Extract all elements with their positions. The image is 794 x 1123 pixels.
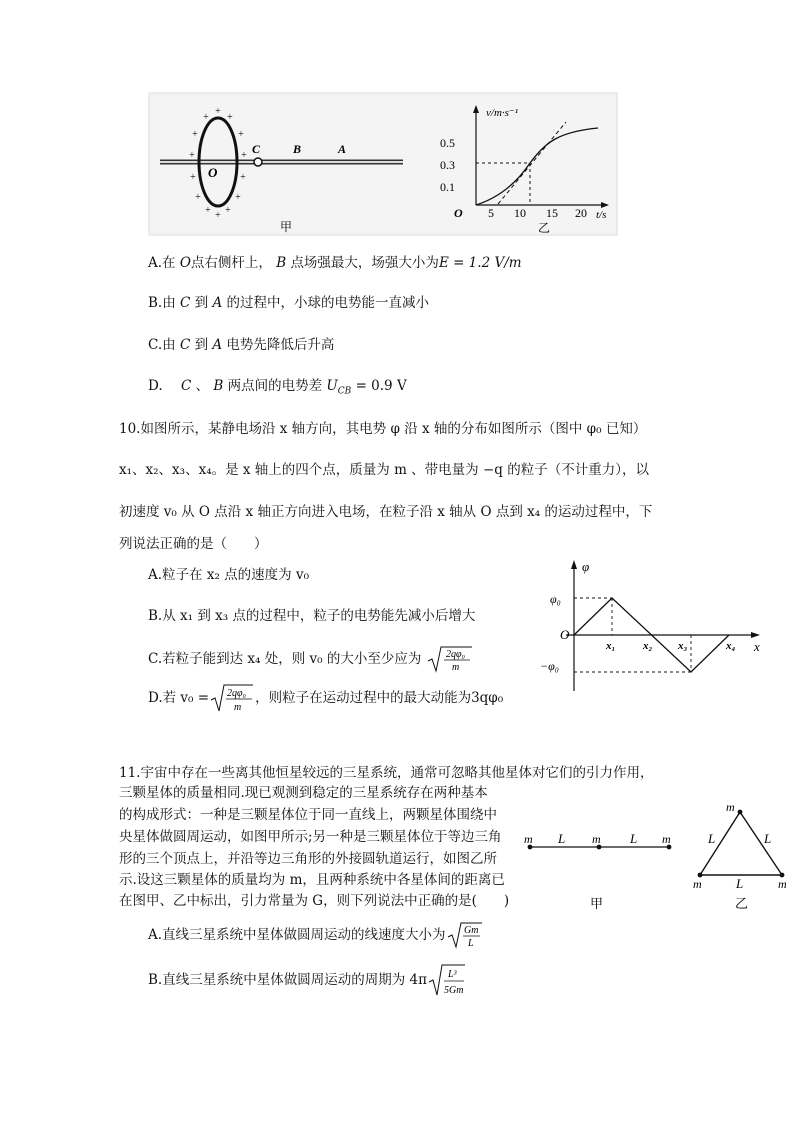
svg-text:m: m [693,877,702,891]
figure-q9 [148,92,618,237]
q10-option-b: B.从 x₁ 到 x₃ 点的过程中，粒子的电势能先减小后增大 [148,608,476,624]
figure-q11 [522,800,794,915]
phi0-label: φ₀ [550,592,561,606]
q11-line2: 三颗星体的质量相同.现已观测到稳定的三星系统存在两种基本 [119,785,488,801]
vt-ytick-01: 0.1 [440,180,455,194]
q10-line3: 初速度 v₀ 从 O 点沿 x 轴正方向进入电场，在粒子沿 x 轴从 O 点到 x₄ 的运动过程中，下 [119,504,653,520]
svg-text:2qφ₀: 2qφ₀ [445,649,465,660]
three-star-figure [522,800,794,915]
vt-ylabel: v/m·s⁻¹ [486,107,519,119]
svg-text:+: + [215,210,221,221]
q10-line1: 10.如图所示，某静电场沿 x 轴方向，其电势 φ 沿 x 轴的分布如图所示（图中 φ₀ 已知） [119,421,647,437]
q11-line4: 央星体做圆周运动，如图甲所示;另一种是三颗星体位于等边三角 [119,829,502,845]
q11-option-a: A.直线三星系统中星体做圆周运动的线速度大小为 Gm L [148,920,484,950]
svg-text:+: + [205,205,211,216]
q9-option-a: A.在 O点右侧杆上， B 点场强最大，场强大小为E = 1.2 V/m [148,255,522,271]
svg-text:L: L [708,831,716,846]
svg-text:2qφ₀: 2qφ₀ [227,688,247,699]
x-axis-label: x [754,639,760,654]
x4-label: x₄ [726,640,736,652]
svg-text:+: + [203,112,209,123]
vt-xtick-20: 20 [575,206,587,220]
svg-text:m: m [726,800,735,814]
svg-text:L³: L³ [447,969,457,980]
q11-line7: 在图甲、乙中标出，引力常量为 G，则下列说法中正确的是( ) [119,893,510,909]
svg-text:Gm: Gm [463,925,478,936]
svg-text:m: m [524,832,533,846]
sqrt-l3-over-5gm [427,962,467,998]
svg-text:+: + [238,129,244,140]
svg-text:L: L [558,831,566,846]
svg-text:L: L [736,876,744,891]
svg-text:m: m [778,877,787,891]
phi-axis-label: φ [582,559,590,574]
vt-ytick-05: 0.5 [440,136,455,150]
phi-x-graph [538,553,770,698]
caption-yi: 乙 [538,221,551,235]
svg-text:m: m [662,832,671,846]
svg-text:+: + [190,172,196,183]
svg-text:5Gm: 5Gm [443,985,464,996]
svg-text:m: m [234,702,242,713]
vt-xlabel: t/s [596,209,607,221]
vt-xtick-10: 10 [514,206,526,220]
q11-line3: 的构成形式：一种是三颗星体位于同一直线上，两颗星体围绕中 [119,807,497,823]
svg-text:+: + [227,112,233,123]
q11-option-b: B.直线三星系统中星体做圆周运动的周期为 4π L³ 5Gm [148,962,467,998]
x1-label: x₁ [606,640,616,652]
svg-text:+: + [241,150,247,161]
svg-text:+: + [225,205,231,216]
svg-text:L: L [764,831,772,846]
q9-option-b: B.由 C 到 A 的过程中，小球的电势能一直减小 [148,295,429,311]
figure-q10 [538,553,770,698]
q10-line4: 列说法正确的是（ ） [119,536,268,552]
figure-q9-svg [148,92,618,237]
x2-label: x₂ [643,640,653,652]
vt-xtick-5: 5 [488,206,494,220]
caption-jia: 甲 [280,220,293,234]
x3-label: x₃ [678,640,688,652]
svg-text:L: L [630,831,638,846]
svg-text:m: m [592,832,601,846]
origin-label: O [560,627,570,642]
svg-text:m: m [451,662,459,673]
sqrt-2q-phi0-over-m-d [209,682,255,714]
svg-text:+: + [235,192,241,203]
q10-option-a: A.粒子在 x₂ 点的速度为 v₀ [148,567,309,583]
vt-ytick-03: 0.3 [440,158,455,172]
vt-origin: O [454,206,463,220]
svg-text:L: L [467,938,474,949]
q11-line5: 形的三个顶点上，并沿等边三角形的外接圆轨道运行，如图乙所 [119,851,497,867]
svg-text:+: + [189,150,195,161]
q9-option-d: D. C 、 B 两点间的电势差 $U_{CB} = 0.9$ V [148,378,407,397]
q9-option-c: C.由 C 到 A 电势先降低后升高 [148,337,335,353]
svg-text:+: + [215,106,221,117]
svg-text:+: + [195,192,201,203]
label-b: B [293,142,302,156]
svg-text:+: + [240,172,246,183]
caption-yi-q11: 乙 [735,896,749,911]
vt-xtick-15: 15 [546,206,558,220]
ball-c [254,158,262,166]
q10-option-d: D.若 v₀ = 2qφ₀ m ，则粒子在运动过程中的最大动能为3qφ₀ [148,682,503,716]
label-c: C [252,142,261,156]
caption-jia-q11: 甲 [590,896,604,911]
q10-line2: x₁、x₂、x₃、x₄。是 x 轴上的四个点，质量为 m 、带电量为 −q 的粒子（不计重力），以 [119,462,649,478]
neg-phi0-label: −φ₀ [540,659,559,673]
svg-text:+: + [192,129,198,140]
label-o: O [208,165,218,180]
q11-line1: 11.宇宙中存在一些离其他恒星较远的三星系统，通常可忽略其他星体对它们的引力作用， [119,765,654,781]
q10-option-c: C.若粒子能到达 x₄ 处，则 v₀ 的大小至少应为 2qφ₀ m [148,644,474,674]
sqrt-gm-over-l [446,920,484,950]
q11-line6: 示.设这三颗星体的质量均为 m，且两种系统中各星体间的距离已 [119,872,505,888]
sqrt-2q-phi0-over-m [426,644,474,674]
label-a: A [338,142,347,156]
